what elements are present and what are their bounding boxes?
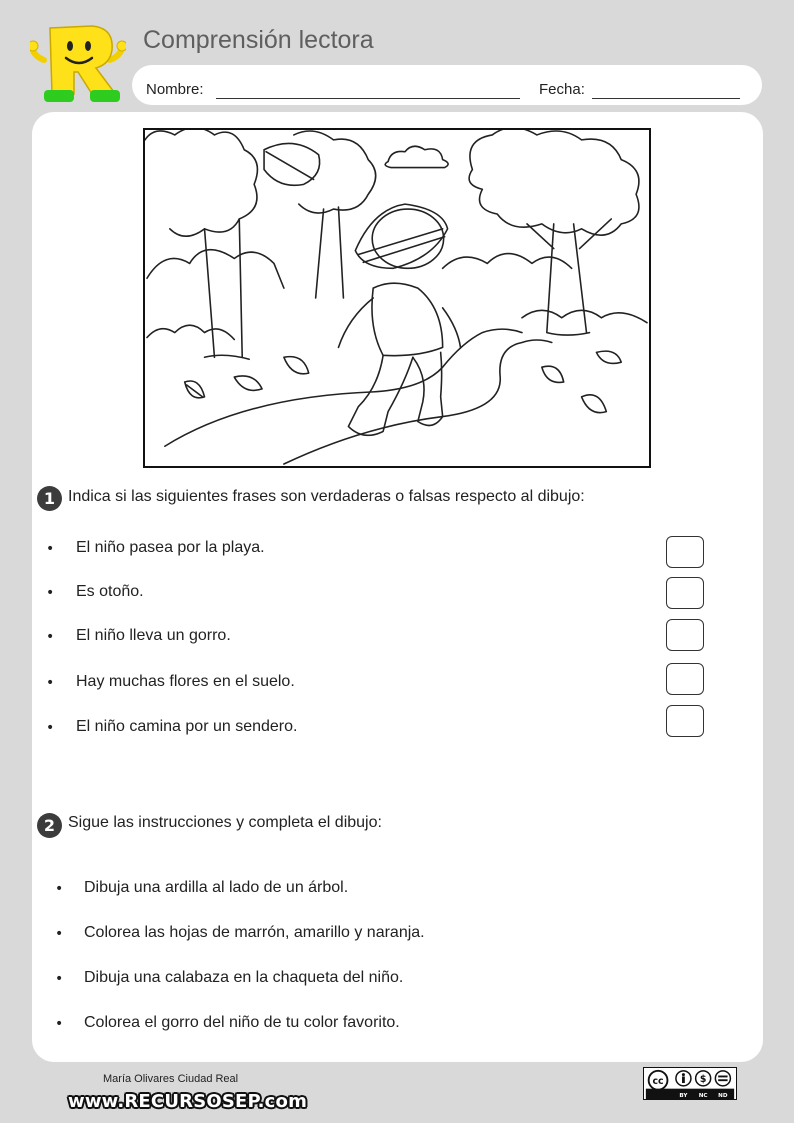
q2-item-4: Colorea el gorro del niño de tu color favorito. [84, 1014, 400, 1031]
q1-item-1: El niño pasea por la playa. [76, 539, 265, 556]
bullet-icon: • [46, 720, 55, 736]
q2-item-2: Colorea las hojas de marrón, amarillo y naranja. [84, 924, 425, 941]
question-2-text: Sigue las instrucciones y completa el dibujo: [68, 814, 382, 831]
q1-answer-box-3[interactable] [666, 619, 704, 651]
bullet-icon: • [55, 971, 64, 987]
date-label: Fecha: [539, 81, 585, 98]
svg-text:cc: cc [652, 1075, 664, 1087]
cc-by-nc-nd-icon [643, 1067, 737, 1100]
name-label: Nombre: [146, 81, 204, 98]
bullet-icon: • [55, 1016, 64, 1032]
name-date-bar [132, 65, 762, 105]
q2-item-3: Dibuja una calabaza en la chaqueta del niño. [84, 969, 404, 986]
bullet-icon: • [46, 541, 55, 557]
q1-item-5: El niño camina por un sendero. [76, 718, 298, 735]
license-label-nd: ND [718, 1093, 728, 1100]
q2-item-1: Dibuja una ardilla al lado de un árbol. [84, 879, 349, 896]
website-link[interactable]: www.RECURSOSEP.com [68, 1091, 308, 1112]
author-credit: María Olivares Ciudad Real [103, 1073, 239, 1085]
license-label-by: BY [679, 1093, 688, 1100]
question-2-number: 2 [37, 813, 62, 838]
r-mascot-icon [30, 20, 126, 106]
page-title: Comprensión lectora [143, 26, 374, 54]
bullet-icon: • [55, 926, 64, 942]
bullet-icon: • [46, 585, 55, 601]
q1-answer-box-2[interactable] [666, 577, 704, 609]
question-1-text: Indica si las siguientes frases son verdaderas o falsas respecto al dibujo: [68, 488, 585, 505]
bullet-icon: • [55, 881, 64, 897]
q1-answer-box-5[interactable] [666, 705, 704, 737]
q1-answer-box-1[interactable] [666, 536, 704, 568]
license-label-nc: NC [698, 1093, 708, 1100]
q1-answer-box-4[interactable] [666, 663, 704, 695]
name-line[interactable] [216, 98, 520, 99]
question-1-number: 1 [37, 486, 62, 511]
date-line[interactable] [592, 98, 740, 99]
q1-item-2: Es otoño. [76, 583, 144, 600]
bullet-icon: • [46, 629, 55, 645]
bullet-icon: • [46, 675, 55, 691]
q1-item-3: El niño lleva un gorro. [76, 627, 231, 644]
boy-walking-autumn-forest-drawing [143, 128, 651, 468]
svg-text:$: $ [699, 1074, 707, 1086]
q1-item-4: Hay muchas flores en el suelo. [76, 673, 295, 690]
